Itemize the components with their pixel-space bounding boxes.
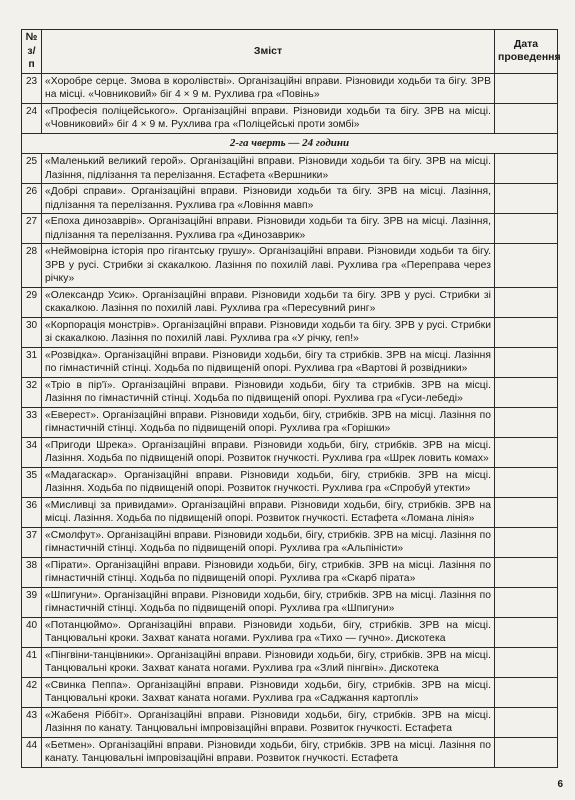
lesson-number: 31 [22,347,42,377]
lesson-number: 27 [22,214,42,244]
lesson-content: «Смолфут». Організаційні вправи. Різновиди ходьби, бігу, стрибків. ЗРВ на місці. Лазіння по гімнастичній стінці. Ходьба по підвищеній опорі. Рухлива гра «Альпіністи» [42,527,495,557]
lesson-date-cell [495,184,558,214]
lesson-content: «Мадагаскар». Організаційні вправи. Різновиди ходьби, бігу, стрибків. ЗРВ на місці. Лазіння. Ходьба по підвищеній опорі. Розвиток гнучкості. Рухлива гра «Спробуй утекти» [42,467,495,497]
table-row [22,347,558,377]
page-number: 6 [557,779,563,790]
lesson-date-cell [495,437,558,467]
lesson-date-cell [495,587,558,617]
table-row [22,184,558,214]
quarter-section [22,133,558,154]
lesson-content: «Неймовірна історія про гігантську грушу». Організаційні вправи. Різновиди ходьби та бігу. ЗРВ у русі. Стрибки зі скакалкою. Лазіння по похилій лаві. Рухлива гра «Переправа через річку» [42,244,495,288]
lesson-date-cell [495,377,558,407]
lesson-number: 24 [22,103,42,133]
lesson-content: «Пірати». Організаційні вправи. Різновиди ходьби, бігу, стрибків. ЗРВ на місці. Лазіння по гімнастичній стінці. Ходьба по підвищеній опорі. Рухлива гра «Скарб пірата» [42,557,495,587]
lesson-number: 42 [22,677,42,707]
table-header-row [22,30,558,74]
lesson-date-cell [495,467,558,497]
lesson-number: 37 [22,527,42,557]
lesson-plan-table [21,29,561,768]
table-row [22,73,558,103]
table-row [22,557,558,587]
table-row [22,707,558,737]
table-row [22,244,558,288]
lesson-date-cell [495,707,558,737]
header-number: № з/п [22,30,42,74]
lesson-date-cell [495,407,558,437]
lesson-date-cell [495,347,558,377]
lesson-number: 41 [22,647,42,677]
lesson-content: «Розвідка». Організаційні вправи. Різновиди ходьби, бігу та стрибків. ЗРВ на місці. Лазіння по гімнастичній стінці. Ходьба по підвищеній опорі. Рухлива гра «Вартові й розвідники» [42,347,495,377]
lesson-content: «Мисливці за привидами». Організаційні вправи. Різновиди ходьби, бігу, стрибків. ЗРВ на місці. Лазіння. Ходьба по підвищеній опорі. Розвиток гнучкості. Естафета «Ломана лінія» [42,497,495,527]
lesson-date-cell [495,617,558,647]
lesson-date-cell [495,154,558,184]
lesson-number: 39 [22,587,42,617]
table-row [22,377,558,407]
lesson-number: 38 [22,557,42,587]
table-row [22,437,558,467]
table-body-main [22,154,558,768]
lesson-date-cell [495,737,558,767]
table-row [22,617,558,647]
table-row [22,677,558,707]
lesson-number: 23 [22,73,42,103]
table-row [22,497,558,527]
lesson-date-cell [495,497,558,527]
table-body-top [22,73,558,133]
lesson-date-cell [495,103,558,133]
quarter-heading-row [22,133,558,154]
lesson-content: «Маленький великий герой». Організаційні вправи. Різновиди ходьби та бігу. ЗРВ на місці. Лазіння, підлізання та перелізання. Естафета «Вершники» [42,154,495,184]
lesson-number: 29 [22,287,42,317]
lesson-date-cell [495,73,558,103]
header-date: Дата проведення [495,30,558,74]
lesson-date-cell [495,317,558,347]
lesson-content: «Корпорація монстрів». Організаційні вправи. Різновиди ходьби та бігу. ЗРВ у русі. Стрибки зі скакалкою. Лазіння по похилій лаві. Рухлива гра «У річку, геп!» [42,317,495,347]
lesson-number: 33 [22,407,42,437]
lesson-number: 34 [22,437,42,467]
quarter-heading: 2-га чверть — 24 години [22,133,558,154]
lesson-content: «Тріо в пір'ї». Організаційні вправи. Різновиди ходьби, бігу та стрибків. ЗРВ на місці. Лазіння по гімнастичній стінці. Ходьба по підвищеній опорі. Рухлива гра «Гуси-лебеді» [42,377,495,407]
lesson-content: «Жабеня Ріббіт». Організаційні вправи. Різновиди ходьби, бігу, стрибків. ЗРВ на місці. Лазіння по канату. Танцювальні імпровізаційні вправи. Розвиток гнучкості. Естафета [42,707,495,737]
lesson-date-cell [495,557,558,587]
lesson-content: «Професія поліцейського». Організаційні вправи. Різновиди ходьби та бігу. ЗРВ на місці. «Човниковий» біг 4 × 9 м. Рухлива гра «Поліцейські проти зомбі» [42,103,495,133]
table-row [22,317,558,347]
lesson-number: 44 [22,737,42,767]
lesson-date-cell [495,287,558,317]
lesson-number: 35 [22,467,42,497]
lesson-content: «Потанцюймо». Організаційні вправи. Різновиди ходьби, бігу, стрибків. ЗРВ на місці. Танцювальні кроки. Захват каната ногами. Рухлива гра «Тихо — гучно». Дискотека [42,617,495,647]
lesson-content: «Пінгвіни-танцівники». Організаційні вправи. Різновиди ходьби, бігу, стрибків. ЗРВ на місці. Танцювальні кроки. Захват каната ногами. Рухлива гра «Злий пінгвін». Дискотека [42,647,495,677]
table-row [22,287,558,317]
lesson-number: 26 [22,184,42,214]
table-row [22,647,558,677]
lesson-content: «Шпигуни». Організаційні вправи. Різновиди ходьби, бігу, стрибків. ЗРВ на місці. Лазіння по гімнастичній стінці. Ходьба по підвищеній опорі. Рухлива гра «Шпигуни» [42,587,495,617]
lesson-date-cell [495,527,558,557]
lesson-date-cell [495,244,558,288]
lesson-date-cell [495,214,558,244]
lesson-content: «Пригоди Шрека». Організаційні вправи. Різновиди ходьби, бігу, стрибків. ЗРВ на місці. Лазіння. Ходьба по підвищеній опорі. Розвиток гнучкості. Рухлива гра «Шрек ловить комах» [42,437,495,467]
lesson-number: 30 [22,317,42,347]
lesson-content: «Еверест». Організаційні вправи. Різновиди ходьби, бігу, стрибків. ЗРВ на місці. Лазіння по гімнастичній стінці. Ходьба по підвищеній опорі. Рухлива гра «Горішки» [42,407,495,437]
table-row [22,527,558,557]
header-content: Зміст [42,30,495,74]
lesson-number: 28 [22,244,42,288]
lesson-number: 43 [22,707,42,737]
table-row [22,214,558,244]
table-row [22,103,558,133]
lesson-content: «Бетмен». Організаційні вправи. Різновиди ходьби, бігу, стрибків. ЗРВ на місці. Лазіння по канату. Танцювальні імпровізаційні вправи. Розвиток гнучкості. Естафета [42,737,495,767]
table-row [22,587,558,617]
lesson-number: 25 [22,154,42,184]
table-row [22,467,558,497]
table-row [22,737,558,767]
lesson-content: «Епоха динозаврів». Організаційні вправи. Різновиди ходьби та бігу. ЗРВ на місці. Лазіння, підлізання та перелізання. Рухлива гра «Динозаврик» [42,214,495,244]
lesson-number: 32 [22,377,42,407]
table-row [22,154,558,184]
lesson-content: «Хоробре серце. Змова в королівстві». Організаційні вправи. Різновиди ходьби та бігу. ЗРВ на місці. «Човниковий» біг 4 × 9 м. Рухлива гра «Повінь» [42,73,495,103]
lesson-date-cell [495,677,558,707]
table-row [22,407,558,437]
lesson-number: 40 [22,617,42,647]
lesson-content: «Олександр Усик». Організаційні вправи. Різновиди ходьби та бігу. ЗРВ у русі. Стрибки зі скакалкою. Лазіння по похилій лаві. Рухлива гра «Пересувний ринг» [42,287,495,317]
lesson-number: 36 [22,497,42,527]
lesson-content: «Добрі справи». Організаційні вправи. Різновиди ходьби та бігу. ЗРВ на місці. Лазіння, підлізання та перелізання. Рухлива гра «Ловіння мавп» [42,184,495,214]
lesson-content: «Свинка Пеппа». Організаційні вправи. Різновиди ходьби, бігу, стрибків. ЗРВ на місці. Танцювальні кроки. Захват каната ногами. Рухлива гра «Саджання картоплі» [42,677,495,707]
lesson-date-cell [495,647,558,677]
